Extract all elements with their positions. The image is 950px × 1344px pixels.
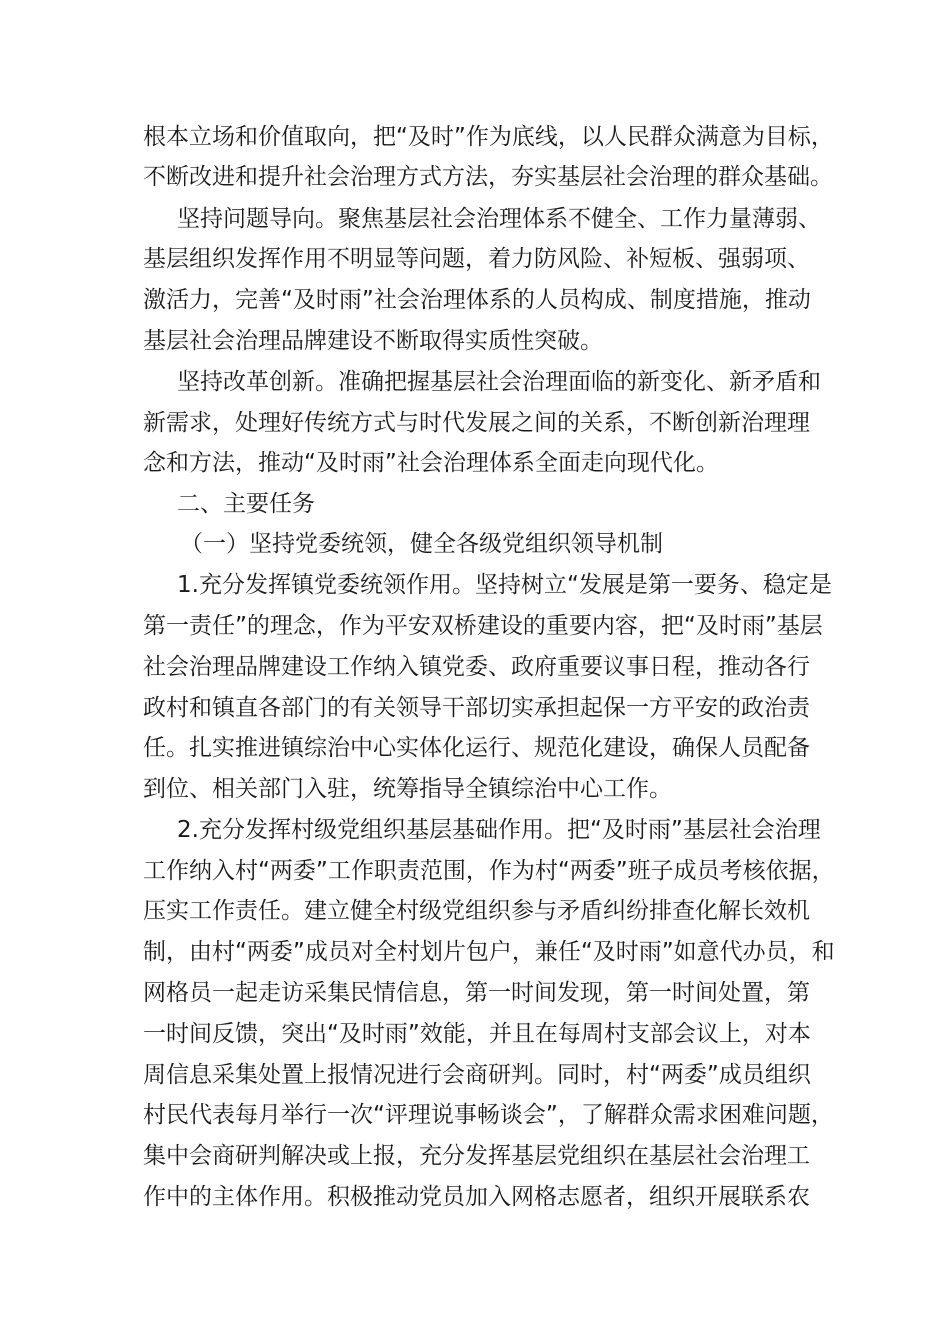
paragraph-line: 村民代表每月举行一次“评理说事畅谈会”，了解群众需求困难问题，: [143, 1102, 834, 1128]
paragraph-line: 2.充分发挥村级党组织基层基础作用。把“及时雨”基层社会治理: [177, 817, 821, 843]
paragraph-line: 坚持问题导向。聚焦基层社会治理体系不健全、工作力量薄弱、: [177, 206, 821, 232]
paragraph-line: 一时间反馈，突出“及时雨”效能，并且在每周村支部会议上，对本: [143, 1021, 811, 1047]
paragraph-line: 念和方法，推动“及时雨”社会治理体系全面走向现代化。: [143, 450, 719, 476]
paragraph-line: 1.充分发挥镇党委统领作用。坚持树立“发展是第一要务、稳定是: [177, 572, 832, 598]
paragraph-line: 政村和镇直各部门的有关领导干部切实承担起保一方平安的政治责: [143, 695, 810, 721]
paragraph-line: 作中的主体作用。积极推动党员加入网格志愿者，组织开展联系农: [143, 1184, 810, 1210]
section-heading: 二、主要任务: [177, 491, 315, 517]
paragraph-line: 工作纳入村“两委”工作职责范围，作为村“两委”班子成员考核依据，: [143, 858, 835, 884]
paragraph-line: 新需求，处理好传统方式与时代发展之间的关系，不断创新治理理: [143, 410, 810, 436]
paragraph-line: 第一责任”的理念，作为平安双桥建设的重要内容，把“及时雨”基层: [143, 613, 823, 639]
paragraph-line: 周信息采集处置上报情况进行会商研判。同时，村“两委”成员组织: [143, 1062, 811, 1088]
paragraph-line: 坚持改革创新。准确把握基层社会治理面临的新变化、新矛盾和: [177, 369, 821, 395]
paragraph-line: 集中会商研判解决或上报，充分发挥基层党组织在基层社会治理工: [143, 1143, 810, 1169]
paragraph-line: 基层组织发挥作用不明显等问题，着力防风险、补短板、强弱项、: [143, 246, 810, 272]
paragraph-line: 激活力，完善“及时雨”社会治理体系的人员构成、制度措施，推动: [143, 287, 811, 313]
paragraph-line: 到位、相关部门入驻，统筹指导全镇综治中心工作。: [143, 776, 672, 802]
paragraph-line: 网格员一起走访采集民情信息，第一时间发现，第一时间处置，第: [143, 980, 810, 1006]
paragraph-line: 根本立场和价值取向，把“及时”作为底线，以人民群众满意为目标，: [143, 124, 834, 150]
subsection-heading: （一）坚持党委统领，健全各级党组织领导机制: [180, 531, 663, 557]
paragraph-line: 任。扎实推进镇综治中心实体化运行、规范化建设，确保人员配备: [143, 735, 810, 761]
paragraph-line: 制，由村“两委”成员对全村划片包户，兼任“及时雨”如意代办员，和: [143, 939, 835, 965]
paragraph-line: 基层社会治理品牌建设不断取得实质性突破。: [143, 328, 603, 354]
paragraph-line: 社会治理品牌建设工作纳入镇党委、政府重要议事日程，推动各行: [143, 654, 810, 680]
paragraph-line: 不断改进和提升社会治理方式方法，夯实基层社会治理的群众基础。: [143, 164, 833, 190]
paragraph-line: 压实工作责任。建立健全村级党组织参与矛盾纠纷排查化解长效机: [143, 898, 810, 924]
